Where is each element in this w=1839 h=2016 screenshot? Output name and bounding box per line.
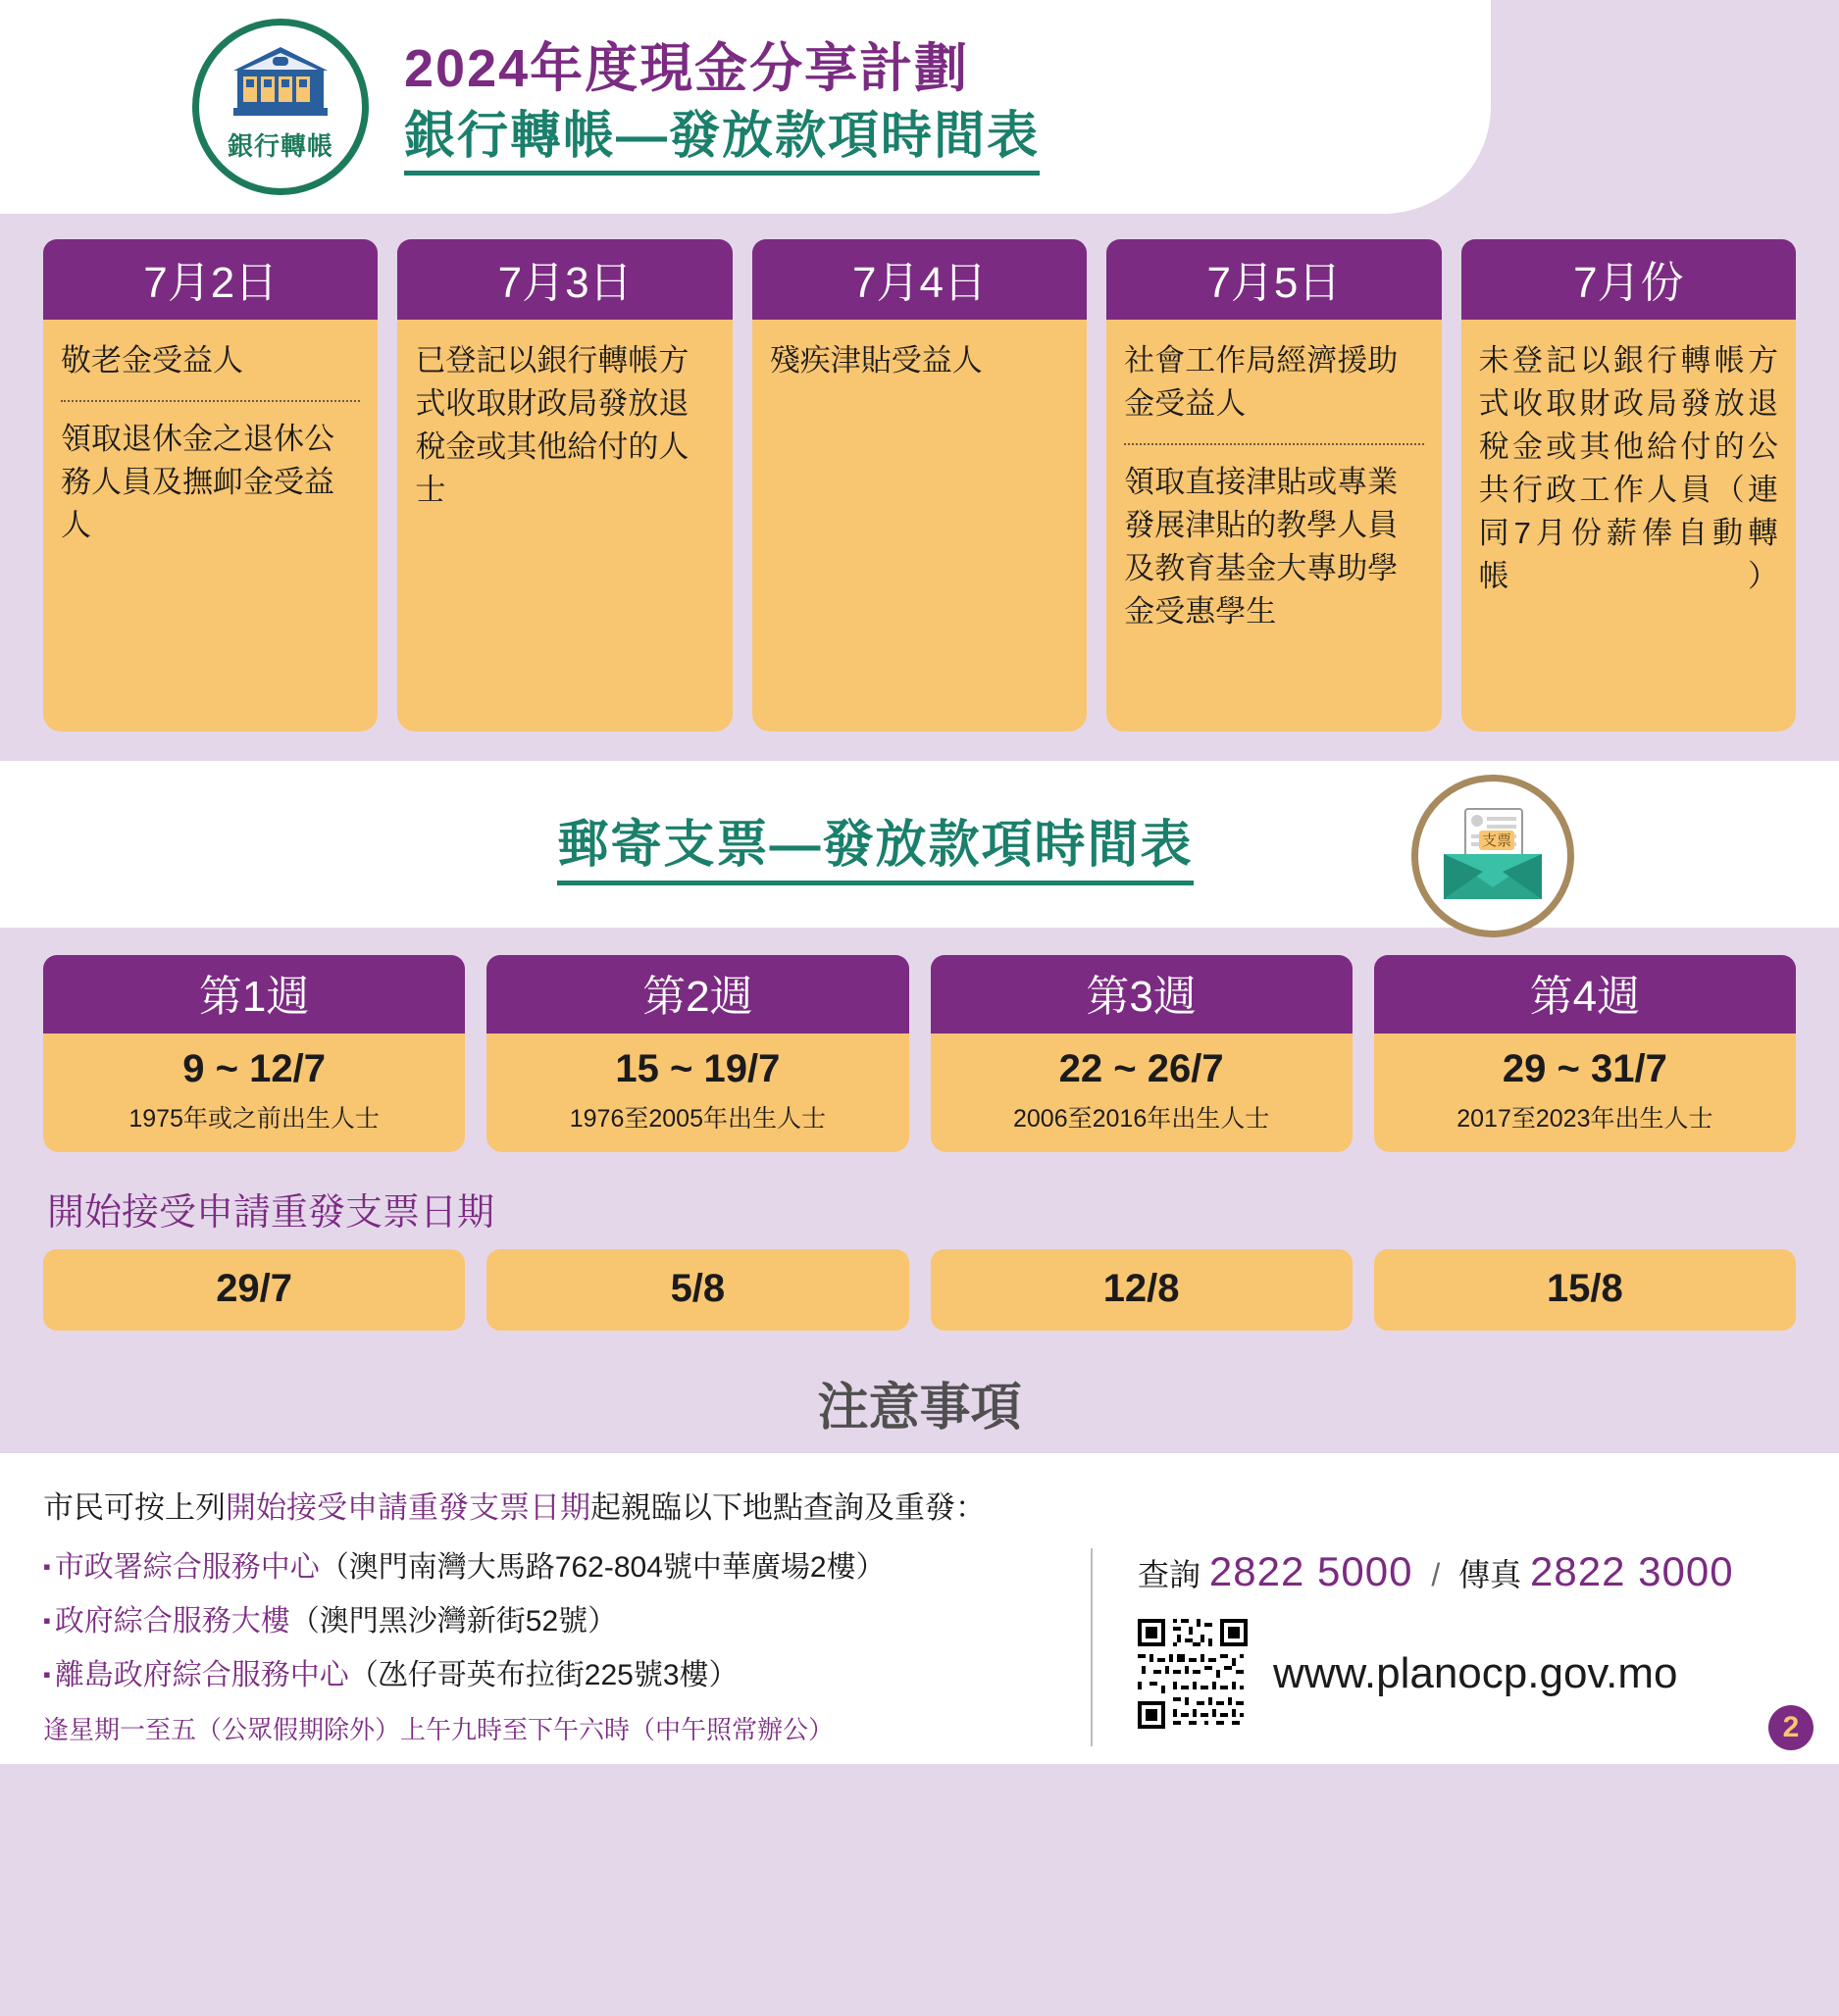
website-url[interactable]: www.planocp.gov.mo [1273, 1649, 1678, 1697]
contact-numbers [1138, 1548, 1796, 1595]
bank-card-body [1106, 320, 1441, 731]
svg-text:支票: 支票 [1481, 832, 1512, 849]
reissue-row [43, 1249, 1796, 1331]
envelope-cheque-icon [1436, 803, 1550, 910]
bank-card-date: 7月2日 [43, 239, 378, 320]
office-hours: 逢星期一至五（公眾假期除外）上午九時至下午六時（中午照常辦公） [43, 1715, 835, 1744]
bank-building-icon [230, 45, 332, 125]
page-title: 2024年度現金分享計劃 [404, 38, 970, 98]
notes-lead-after: 起親臨以下地點查詢及重發： [590, 1490, 986, 1525]
mail-schedule-banner [0, 761, 1839, 928]
week-head: 第3週 [931, 955, 1353, 1033]
bank-card-item: 已登記以銀行轉帳方式收取財政局發放退稅金或其他給付的人士 [415, 343, 690, 508]
reissue-date: 29/7 [43, 1249, 465, 1331]
week-card [43, 955, 465, 1152]
enquiry-number: 2822 5000 [1208, 1548, 1413, 1594]
bank-schedule-card [397, 239, 732, 731]
bank-card-date: 7月3日 [397, 239, 732, 320]
reissue-date: 15/8 [1374, 1249, 1796, 1331]
bank-schedule-card [752, 239, 1087, 731]
bank-card-body [43, 320, 378, 731]
week-head: 第1週 [43, 955, 465, 1033]
location-name: 市政署綜合服務中心 [54, 1551, 320, 1584]
contact-block [1093, 1548, 1796, 1746]
dotted-divider [1124, 443, 1423, 445]
bank-schedule-card [1461, 239, 1796, 731]
week-note: 2017至2023年出生人士 [1456, 1105, 1713, 1133]
bank-schedule-section [0, 214, 1839, 731]
bank-card-date: 7月份 [1461, 239, 1796, 320]
notes-box [0, 1453, 1839, 1764]
bullet-icon: ▪ [43, 1662, 51, 1687]
week-card [486, 955, 908, 1152]
notes-lead-highlight: 開始接受申請重發支票日期 [226, 1490, 590, 1525]
locations-list [43, 1548, 1093, 1746]
week-range: 9 ~ 12/7 [182, 1047, 326, 1090]
bank-card-date: 7月5日 [1106, 239, 1441, 320]
week-range: 15 ~ 19/7 [615, 1047, 781, 1090]
week-head: 第4週 [1374, 955, 1796, 1033]
contact-separator: / [1431, 1557, 1441, 1592]
enquiry-label: 查詢 [1138, 1557, 1201, 1592]
location-address: （澳門黑沙灣新街52號） [289, 1605, 618, 1638]
mail-schedule-title: 郵寄支票—發放款項時間表 [557, 803, 1193, 885]
week-note: 1975年或之前出生人士 [128, 1105, 380, 1133]
bank-schedule-card [1106, 239, 1441, 731]
week-range: 22 ~ 26/7 [1058, 1047, 1224, 1090]
week-body [486, 1033, 908, 1152]
reissue-date: 12/8 [931, 1249, 1353, 1331]
week-note: 2006至2016年出生人士 [1013, 1105, 1270, 1133]
bank-card-item: 敬老金受益人 [61, 343, 243, 378]
week-card [1374, 955, 1796, 1152]
bank-card-item: 殘疾津貼受益人 [769, 343, 983, 378]
bank-card-body [1461, 320, 1796, 731]
notes-lead [43, 1483, 1796, 1527]
week-card [931, 955, 1353, 1152]
notes-title: 注意事項 [817, 1380, 1022, 1436]
fax-label: 傳真 [1458, 1557, 1522, 1592]
bank-card-body [752, 320, 1087, 731]
bank-card-date: 7月4日 [752, 239, 1087, 320]
page-subtitle: 銀行轉帳—發放款項時間表 [404, 105, 1040, 176]
qr-code-icon [1138, 1619, 1248, 1729]
fax-number: 2822 3000 [1530, 1548, 1734, 1594]
list-item [43, 1602, 1061, 1640]
bank-card-item: 未登記以銀行轉帳方式收取財政局發放退稅金或其他給付的公共行政工作人員（連同7月份薪俸自動轉帳） [1478, 343, 1779, 594]
location-address: （澳門南灣大馬路762-804號中華廣場2樓） [319, 1551, 886, 1584]
page-header [0, 0, 1839, 214]
location-address: （氹仔哥英布拉街225號3樓） [348, 1659, 739, 1691]
location-name: 政府綜合服務大樓 [54, 1605, 290, 1638]
week-body [43, 1033, 465, 1152]
week-body [1374, 1033, 1796, 1152]
week-note: 1976至2005年出生人士 [569, 1105, 826, 1133]
mail-schedule-section [0, 928, 1839, 1331]
bullet-icon: ▪ [43, 1608, 51, 1633]
bank-card-body [397, 320, 732, 731]
bank-card-item: 社會工作局經濟援助金受益人 [1124, 343, 1399, 422]
notes-lead-before: 市民可按上列 [43, 1490, 226, 1525]
envelope-cheque-badge [1411, 775, 1574, 937]
bank-badge-label: 銀行轉帳 [227, 131, 333, 161]
reissue-date: 5/8 [486, 1249, 908, 1331]
page-number: 2 [1768, 1705, 1813, 1750]
week-body [931, 1033, 1353, 1152]
dotted-divider [61, 400, 360, 402]
week-row [43, 955, 1796, 1152]
bank-card-item: 領取直接津貼或專業發展津貼的教學人員及教育基金大專助學金受惠學生 [1124, 465, 1399, 630]
location-name: 離島政府綜合服務中心 [54, 1659, 349, 1691]
reissue-label: 開始接受申請重發支票日期 [47, 1192, 495, 1234]
bank-transfer-badge [192, 19, 369, 195]
bullet-icon: ▪ [43, 1554, 51, 1579]
bank-schedule-card [43, 239, 378, 731]
week-range: 29 ~ 31/7 [1502, 1047, 1667, 1090]
week-head: 第2週 [486, 955, 908, 1033]
list-item [43, 1656, 1061, 1694]
list-item [43, 1548, 1061, 1587]
bank-card-item: 領取退休金之退休公務人員及撫卹金受益人 [61, 422, 334, 543]
